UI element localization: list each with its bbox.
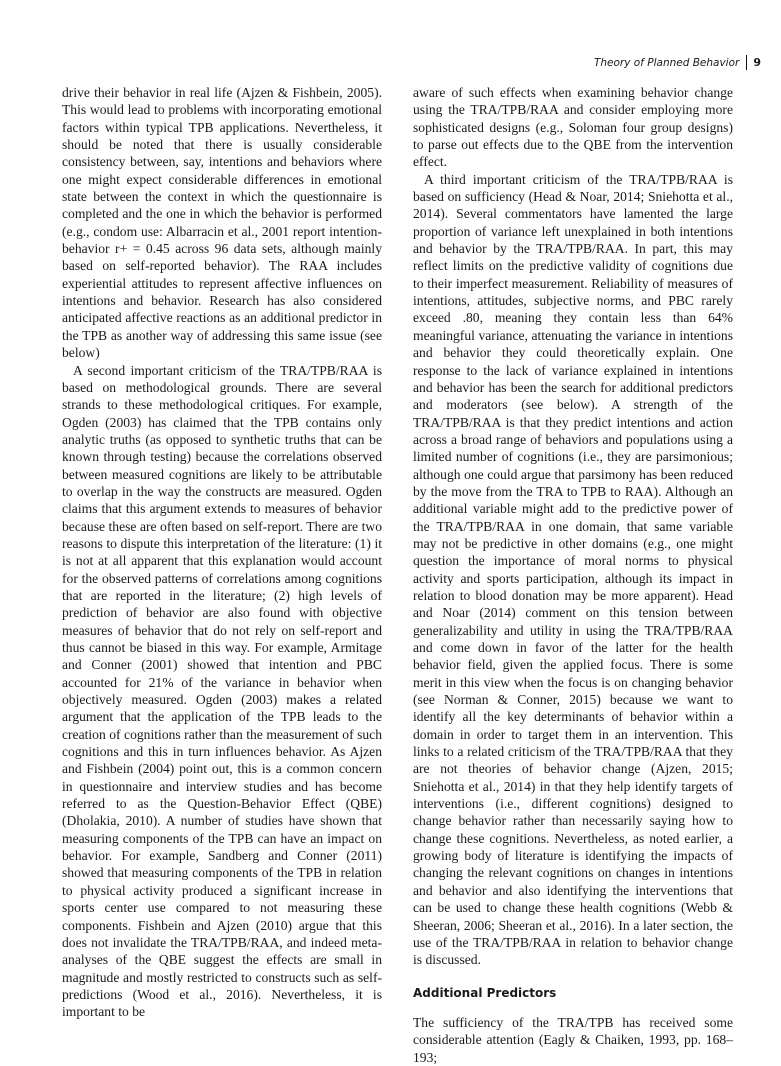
paragraph-additional-predictors: The sufficiency of the TRA/TPB has received some considerable attention (Eagly & Chaiken, 1993, pp. 168–193; xyxy=(413,1014,733,1065)
section-heading: Additional Predictors xyxy=(413,985,557,1000)
paragraph-third-criticism: A third important criticism of the TRA/TPB/RAA is based on sufficiency (Head & Noar, 2014; Sniehotta et al., 2014). Several commentators have lamented the large proportion of variance left unexplained in both intentions and behavior by the TRA/TPB/RAA. In part, this may reflect limits on the predictive validity of cognitions due to their imperfect measurement. Reliability of measures of intentions, attitudes, subjective norms, and PBC rarely exceed .80, meaning they contain less than 64% meaningful variance, attenuating the variance in intentions and behavior they could theoretically explain. One response to the lack of variance explained in intentions and behavior has been the search for additional predictors and moderators (see below). A strength of the TRA/TPB/RAA is that they predict intentions and action across a broad range of behaviors and populations using a limited number of cognitions (i.e., they are parsimonious; although one could argue that parsimony has been reduced by the move from the TRA to TPB to RAA). Although an additional variable might add to the predictive power of the TRA/TPB/RAA in one domain, that same variable may not be predictive in other domains (e.g., one might question the importance of moral norms to physical activity and sports participation, although its impact in relation to blood donation may be more apparent). Head and Noar (2014) comment on this tension between generalizability and utility in using the TRA/TPB/RAA and come down in favor of the latter for the health behavior field, given the applied focus. There is some merit in this view when the focus is on changing behavior (see Norman & Conner, 2015) because we want to identify all the key determinants of behavior within a domain in order to target them in an intervention. This links to a related criticism of the TRA/TPB/RAA that they are not theories of behavior change (Ajzen, 2015; Sniehotta et al., 2014) in that they help identify targets of interventions (i.e., different cognitions) designed to change behavior rather than necessarily saying how to change these cognitions. Nevertheless, as noted earlier, a growing body of literature is identifying the impacts of changing the relevant cognitions on changes in intentions and behavior and also identifying the interventions that can be used to change these health cognitions (Webb & Sheeran, 2006; Sheeran et al., 2016). In a later section, the use of the TRA/TPB/RAA in relation to behavior change is discussed. xyxy=(413,171,733,968)
running-title: Theory of Planned Behavior xyxy=(593,56,740,69)
left-column xyxy=(62,84,382,1021)
right-column xyxy=(413,84,733,1066)
page-number: 9 xyxy=(753,56,761,69)
paragraph-continued: drive their behavior in real life (Ajzen & Fishbein, 2005). This would lead to problems with incorporating emotional factors within typical TPB applications. Nevertheless, it should be noted that there is usually considerable consistency between, say, intentions and behaviors where one might expect considerable differences in emotional state between the context in which the questionnaire is completed and the one in which the behavior is performed (e.g., condom use: Albarracin et al., 2001 report intention-behavior r+ = 0.45 across 96 data sets, although mainly based on self-reported behavior). The RAA includes experiential attitudes to represent affective influences on intentions and behavior. Research has also considered anticipated affective reactions as an additional predictor in the TPB as another way of addressing this same issue (see below) xyxy=(62,85,382,361)
paragraph-continued-right: aware of such effects when examining behavior change using the TRA/TPB/RAA and consider employing more sophisticated designs (e.g., Soloman four group designs) to parse out effects due to the QBE from the intervention effect. xyxy=(413,85,733,170)
paragraph-second-criticism: A second important criticism of the TRA/TPB/RAA is based on methodological grounds. There are several strands to these methodological critiques. For example, Ogden (2003) has claimed that the TPB contains only analytic truths (as opposed to synthetic truths that can be known through testing) because the correlations observed between measured cognitions are likely to be attributable to overlap in the way the constructs are measured. Ogden claims that this argument extends to measures of behavior because these are often based on self-report. There are two reasons to dispute this interpretation of the literature: (1) it is not at all apparent that this explanation would account for the observed patterns of correlations among cognitions that are reported in the literature; (2) high levels of prediction of behavior are also found with objective measures of behavior that do not rely on self-report and thus cannot be biased in this way. For example, Armitage and Conner (2001) showed that intention and PBC accounted for 21% of the variance in behavior when objectively measured. Ogden (2003) makes a related argument that the application of the TPB leads to the creation of cognitions rather than the measurement of such cognitions and this in turn influences behavior. As Ajzen and Fishbein (2004) point out, this is a common concern in questionnaire and interview studies and has become referred to as the Question-Behavior Effect (QBE) (Dholakia, 2010). A number of studies have shown that measuring components of the TPB can have an impact on behavior. For example, Sandberg and Conner (2011) showed that measuring components of the TPB in relation to physical activity produced a significant increase in sports center use compared to not measuring these components. Fishbein and Ajzen (2010) argue that this does not invalidate the TRA/TPB/RAA, and indeed meta-analyses of the QBE suggest the effects are small in magnitude and mostly restricted to constructs such as self-predictions (Wood et al., 2016). Nevertheless, it is important to be xyxy=(62,362,382,1020)
header-divider xyxy=(746,55,747,70)
running-head xyxy=(594,55,761,70)
